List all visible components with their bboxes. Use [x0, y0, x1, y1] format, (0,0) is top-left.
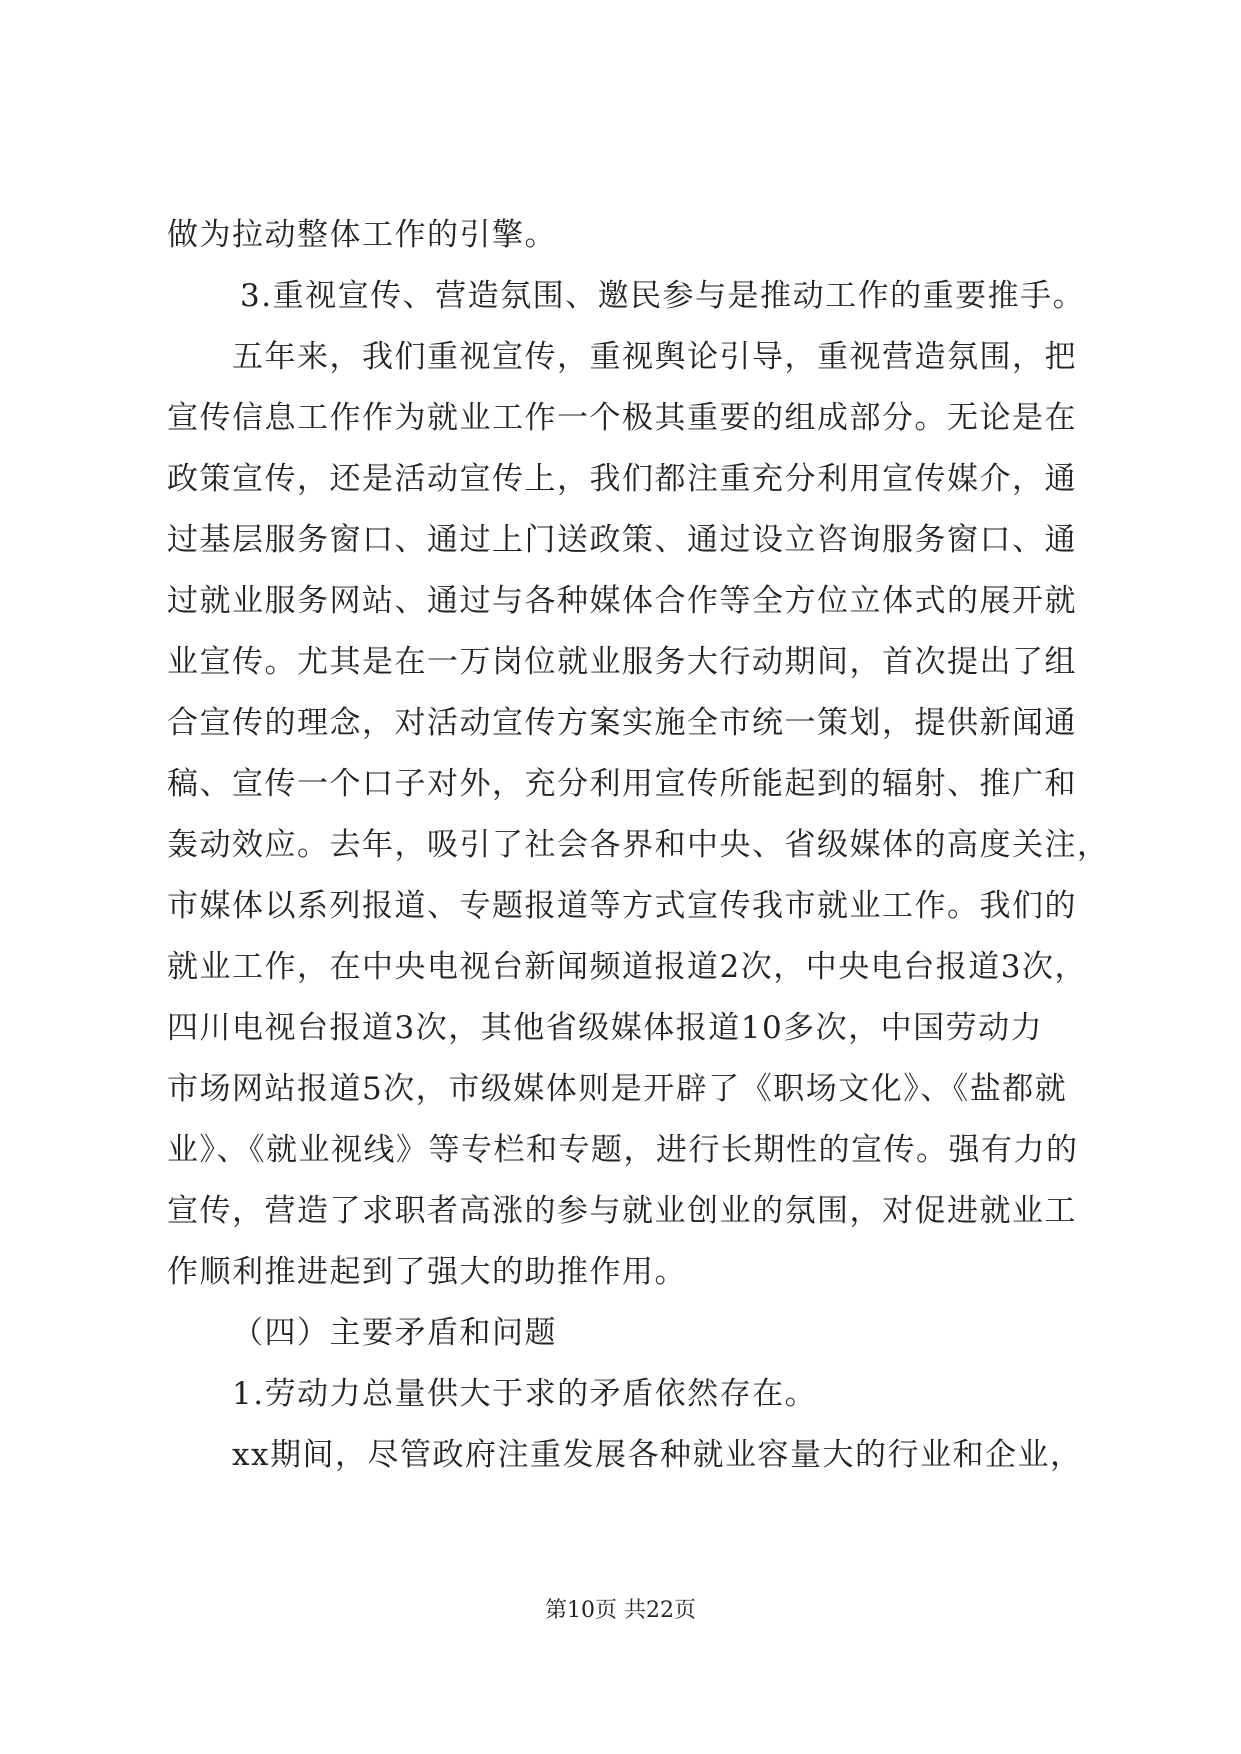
- text-line-18: 作顺利推进起到了强大的助推作用。: [167, 1254, 687, 1290]
- text-line-10: 稿、宣传一个口子对外，充分利用宣传所能起到的辐射、推广和: [167, 766, 1077, 802]
- text-line-16: 业》、《就业视线》等专栏和专题，进行长期性的宣传。强有力的: [167, 1132, 1079, 1168]
- text-line-12: 市媒体以系列报道、专题报道等方式宣传我市就业工作。我们的: [167, 888, 1077, 924]
- page-number-footer: 第10页 共22页: [545, 1598, 696, 1623]
- text-line-11: 轰动效应。去年，吸引了社会各界和中央、省级媒体的高度关注，: [167, 827, 1110, 863]
- text-line-21: xx期间，尽管政府注重发展各种就业容量大的行业和企业，: [232, 1437, 1083, 1473]
- text-line-9: 合宣传的理念，对活动宣传方案实施全市统一策划，提供新闻通: [167, 705, 1077, 741]
- subsection-heading: 1.劳动力总量供大于求的矛盾依然存在。: [232, 1376, 818, 1412]
- text-line-8: 业宣传。尤其是在一万岗位就业服务大行动期间，首次提出了组: [167, 644, 1077, 680]
- text-line-1: 做为拉动整体工作的引擎。: [167, 217, 557, 253]
- text-line-14: 四川电视台报道3次，其他省级媒体报道10多次，中国劳动力: [167, 1010, 1044, 1046]
- text-line-5: 政策宣传，还是活动宣传上，我们都注重充分利用宣传媒介，通: [167, 461, 1077, 497]
- text-line-7: 过就业服务网站、通过与各种媒体合作等全方位立体式的展开就: [167, 583, 1077, 619]
- text-line-4: 宣传信息工作作为就业工作一个极其重要的组成部分。无论是在: [167, 400, 1077, 436]
- text-line-3: 五年来，我们重视宣传，重视舆论引导，重视营造氛围，把: [232, 339, 1077, 375]
- text-line-15: 市场网站报道5次，市级媒体则是开辟了《职场文化》、《盐都就: [167, 1071, 1068, 1107]
- text-line-17: 宣传，营造了求职者高涨的参与就业创业的氛围，对促进就业工: [167, 1193, 1077, 1229]
- text-line-2: 3.重视宣传、营造氛围、邀民参与是推动工作的重要推手。: [240, 278, 1086, 314]
- section-heading: （四）主要矛盾和问题: [232, 1315, 557, 1351]
- text-line-6: 过基层服务窗口、通过上门送政策、通过设立咨询服务窗口、通: [167, 522, 1077, 558]
- text-line-13: 就业工作，在中央电视台新闻频道报道2次，中央电台报道3次，: [167, 949, 1087, 985]
